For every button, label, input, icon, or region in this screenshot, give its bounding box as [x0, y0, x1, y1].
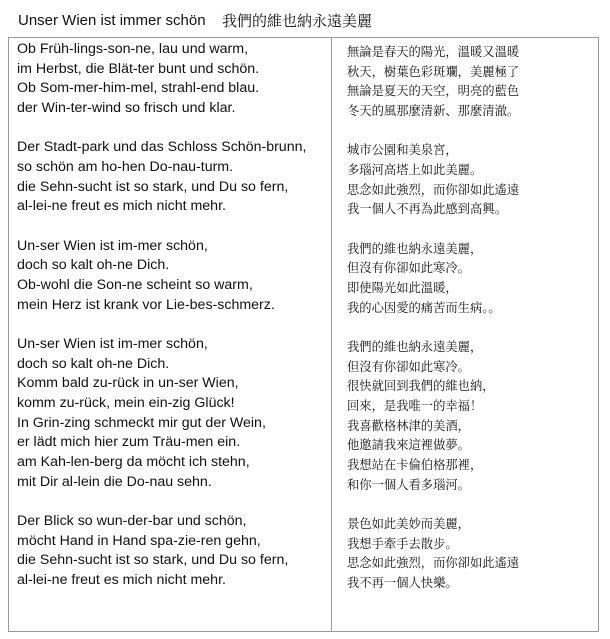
lyric-line-german: Ob Früh-lings-son-ne, lau und warm,: [17, 41, 249, 57]
lyric-line-german: er lädt mich hier zum Träu-men ein.: [17, 434, 241, 451]
lyric-line-chinese: 景色如此美妙而美麗，: [347, 517, 470, 531]
lyric-line-chinese: 無論是夏天的天空，明亮的藍色: [347, 84, 520, 99]
lyric-line-chinese: 我們的維也納永遠美麗，: [347, 339, 483, 354]
lyric-line-chinese: 我的心因愛的痛苦而生病。。: [347, 300, 501, 315]
lyric-line-german: Der Stadt-park und das Schloss Schön-brunn,: [17, 139, 307, 156]
title-german: Unser Wien ist immer schön: [18, 11, 206, 29]
lyric-line-german: so schön am ho-hen Do-nau-turm.: [17, 159, 234, 175]
lyric-line-chinese: 思念如此強烈，而你卻如此遙遠: [347, 556, 520, 571]
lyric-line-chinese: 我一個人不再為此感到高興。: [347, 202, 507, 217]
lyric-line-chinese: 我不再一個人快樂。: [347, 576, 458, 591]
lyric-line-german: al-lei-ne freut es mich nicht mehr.: [17, 572, 226, 589]
lyric-line-chinese: 多瑙河高塔上如此美麗。: [347, 163, 483, 177]
lyric-line-chinese: 我想站在卡倫伯格那裡，: [347, 458, 483, 473]
lyric-line-german: Ob Som-mer-him-mel, strahl-end blau.: [17, 80, 260, 97]
lyric-line-german: mit Dir al-lein die Do-nau sehn.: [17, 473, 212, 490]
lyric-line-german: mein Herz ist krank vor Lie-bes-schmerz.: [17, 296, 275, 313]
lyric-line-chinese: 和你一個人看多瑙河。: [347, 477, 470, 492]
lyric-line-german: doch so kalt oh-ne Dich.: [17, 355, 170, 372]
lyric-line-chinese: 我們的維也納永遠美麗，: [347, 241, 483, 256]
title-row: [18, 10, 206, 30]
lyric-line-german: am Kah-len-berg da möcht ich stehn,: [17, 454, 250, 471]
column-divider: [331, 38, 332, 631]
lyric-line-chinese: 冬天的風那麼清新、那麼清澈。: [347, 104, 520, 119]
lyric-line-german: al-lei-ne freut es mich nicht mehr.: [17, 198, 226, 215]
lyric-line-german: der Win-ter-wind so frisch und klar.: [17, 100, 236, 117]
lyric-line-german: Un-ser Wien ist im-mer schön,: [17, 335, 208, 352]
lyric-line-chinese: 秋天，樹葉色彩斑斕，美麗極了: [347, 64, 520, 79]
lyric-line-german: möcht Hand in Hand spa-zie-ren gehn,: [17, 532, 261, 549]
lyric-line-chinese: 回來，是我唯一的幸福！: [347, 399, 483, 413]
lyric-line-chinese: 但沒有你卻如此寒冷。: [347, 359, 470, 374]
lyric-line-german: doch so kalt oh-ne Dich.: [17, 257, 170, 274]
lyric-line-chinese: 他邀請我來這裡做夢。: [347, 438, 470, 453]
lyric-line-german: Komm bald zu-rück in un-ser Wien,: [17, 375, 239, 392]
lyric-line-chinese: 城市公園和美泉宮，: [347, 143, 458, 158]
lyric-line-german: Un-ser Wien ist im-mer schön,: [17, 237, 208, 254]
lyric-line-german: Ob-wohl die Son-ne scheint so warm,: [17, 277, 253, 293]
lyric-line-german: die Sehn-sucht ist so stark, und Du so fern,: [17, 552, 289, 569]
lyric-line-german: komm zu-rück, mein ein-zig Glück!: [17, 395, 235, 411]
lyric-line-chinese: 但沒有你卻如此寒冷。: [347, 261, 470, 276]
lyric-line-german: im Herbst, die Blät-ter bunt und schön.: [17, 60, 260, 77]
lyric-line-german: Der Blick so wun-der-bar und schön,: [17, 513, 247, 529]
lyric-line-german: die Sehn-sucht ist so stark, und Du so fern,: [17, 178, 289, 195]
lyric-line-chinese: 我喜歡格林津的美酒，: [347, 418, 470, 433]
lyric-line-chinese: 即使陽光如此溫暖，: [347, 281, 458, 295]
lyric-line-chinese: 無論是春天的陽光，溫暖又溫暖: [347, 45, 520, 59]
lyric-line-chinese: 思念如此強烈，而你卻如此遙遠: [347, 182, 520, 197]
lyric-line-chinese: 我想手牽手去散步。: [347, 536, 458, 551]
lyrics-table: [8, 37, 599, 632]
lyric-line-chinese: 很快就回到我們的維也納，: [347, 379, 495, 394]
lyric-line-german: In Grin-zing schmeckt mir gut der Wein,: [17, 414, 266, 431]
title-chinese: 我們的維也納永遠美麗: [222, 12, 373, 30]
